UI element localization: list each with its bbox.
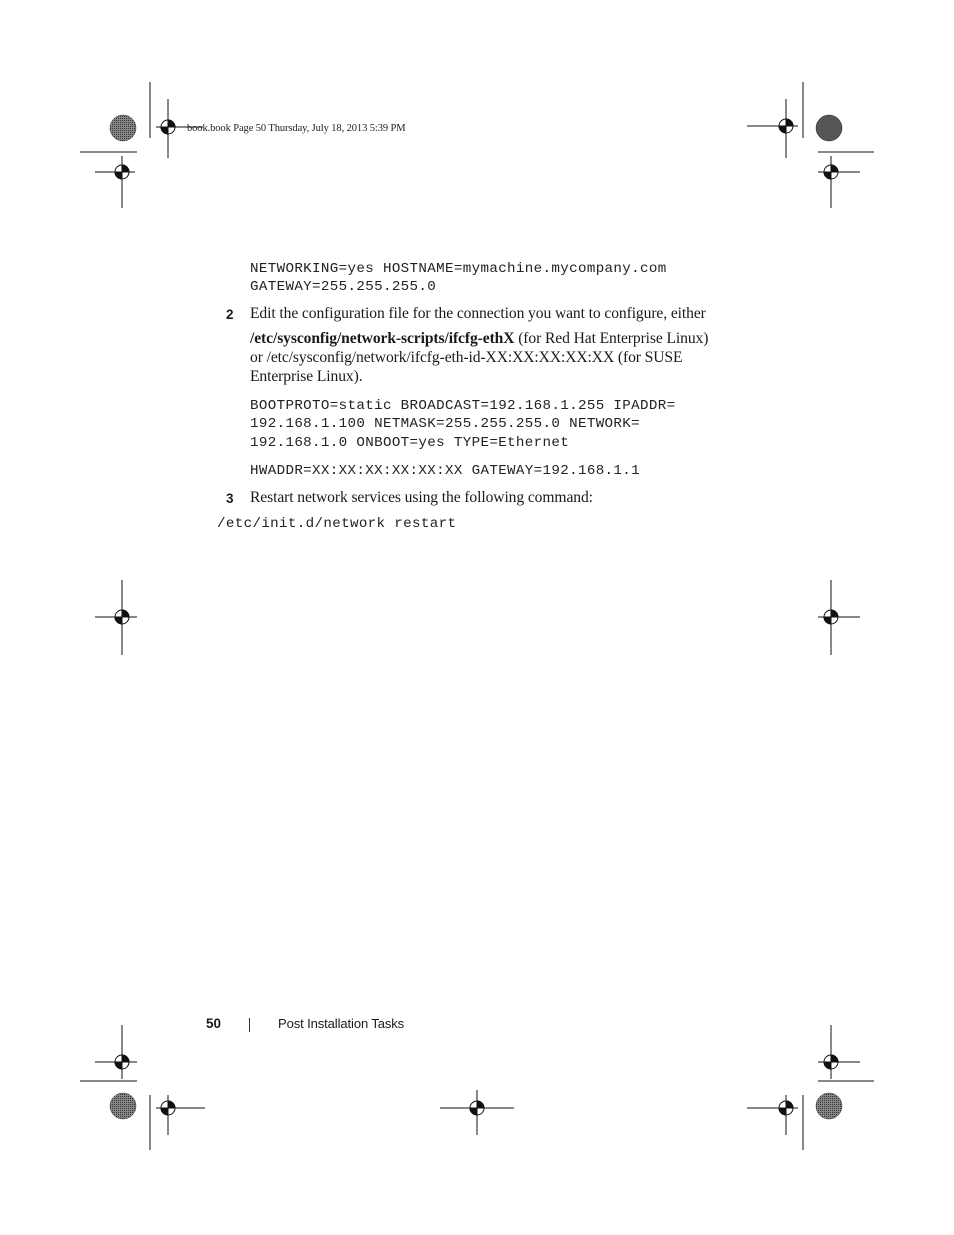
- registration-mark: [112, 162, 132, 182]
- registration-mark: [821, 162, 841, 182]
- footer-separator: [249, 1018, 250, 1032]
- crop-mark-top-left: [80, 82, 203, 208]
- registration-mark: [821, 1052, 841, 1072]
- step-text-line: [250, 330, 708, 348]
- color-target-icon: [110, 115, 136, 141]
- step-number: 3: [226, 491, 234, 506]
- command-line: /etc/init.d/network restart: [217, 516, 457, 532]
- crop-mark-top-right: [747, 82, 874, 208]
- registration-mark: [158, 117, 178, 137]
- print-info-header: book.book Page 50 Thursday, July 18, 2013 5:39 PM: [187, 123, 406, 134]
- crop-mark-bottom-left: [80, 1025, 205, 1150]
- step-text: Enterprise Linux).: [250, 368, 363, 385]
- step-text: or /etc/sysconfig/network/ifcfg-eth-id-XX:XX:XX:XX:XX (for SUSE: [250, 349, 683, 366]
- code-line: 192.168.1.0 ONBOOT=yes TYPE=Ethernet: [250, 435, 570, 451]
- code-line: 192.168.1.100 NETMASK=255.255.255.0 NETWORK=: [250, 416, 641, 432]
- code-line: NETWORKING=yes HOSTNAME=mymachine.mycompany.com: [250, 261, 667, 277]
- registration-mark: [112, 607, 132, 627]
- registration-mark: [158, 1098, 178, 1118]
- step-text: Edit the configuration file for the connection you want to configure, either: [250, 305, 706, 322]
- section-title: Post Installation Tasks: [278, 1016, 405, 1031]
- config-path: /etc/sysconfig/network-scripts/ifcfg-ethX: [250, 330, 515, 347]
- color-target-icon: [110, 1093, 136, 1119]
- page-number: 50: [206, 1016, 222, 1031]
- step-text: (for Red Hat Enterprise Linux): [514, 330, 709, 347]
- registration-mark: [112, 1052, 132, 1072]
- color-target-icon: [816, 115, 842, 141]
- registration-mark: [776, 116, 796, 136]
- code-line: HWADDR=XX:XX:XX:XX:XX:XX GATEWAY=192.168.1.1: [250, 463, 641, 479]
- registration-mark: [821, 607, 841, 627]
- crop-mark-bottom-right: [747, 1025, 874, 1150]
- code-line: BOOTPROTO=static BROADCAST=192.168.1.255 IPADDR=: [250, 398, 676, 414]
- step-text: Restart network services using the following command:: [250, 489, 593, 506]
- registration-mark: [776, 1098, 796, 1118]
- code-line: GATEWAY=255.255.255.0: [250, 279, 437, 295]
- registration-mark: [467, 1098, 487, 1118]
- step-number: 2: [226, 307, 234, 322]
- color-target-icon: [816, 1093, 842, 1119]
